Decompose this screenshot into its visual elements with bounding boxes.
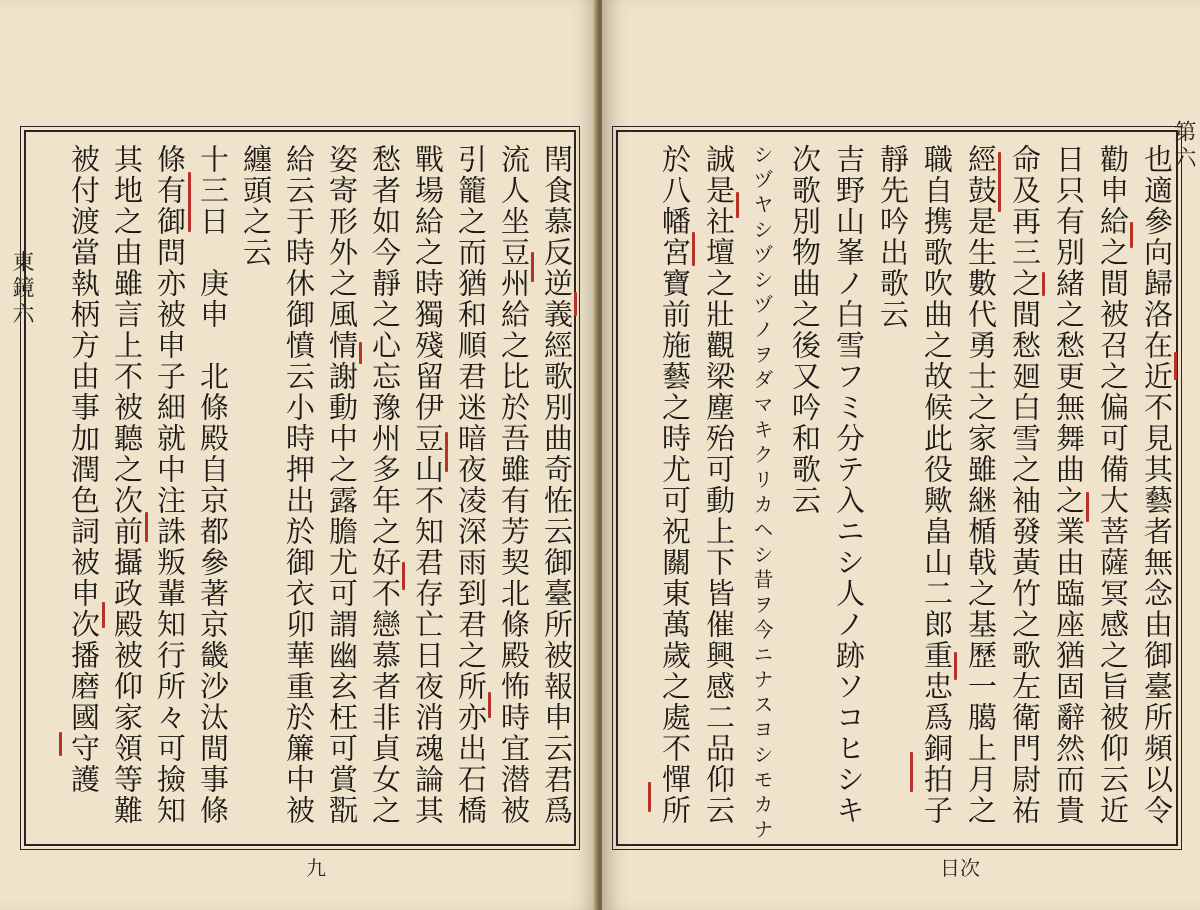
right-text-frame [616,130,1178,846]
red-reading-mark [102,602,105,628]
text-column: 流人坐豆州給之比於吾雖有芳契北條殿怖時宜潜被 [497,144,531,826]
red-reading-mark [1042,272,1045,296]
red-reading-mark [736,192,739,218]
red-reading-mark [692,232,695,266]
red-reading-mark [188,172,191,232]
red-reading-mark [910,752,913,792]
text-column: 勸申給之間被召之偏可備大菩薩冥感之旨被仰云近 [1096,144,1130,826]
text-column: 日只有別緒之愁更無舞曲之業由臨座猶固辭然而貴 [1052,144,1086,826]
left-text-frame [24,130,576,846]
text-column: 條有御問亦被申子細就中注誅叛輩知行所々可撿知 [153,144,187,826]
red-reading-mark [1130,222,1133,248]
text-column: 靜先吟出歌云 [876,144,910,330]
left-page-side-label: 東鏡六 [9,250,34,328]
red-reading-mark [59,732,62,756]
red-reading-mark [445,432,448,472]
page-number: 九 [306,856,326,880]
text-column: 十三日 庚申 北條殿自京都參著京畿沙汰間事條 [196,144,230,826]
left-page [0,0,598,910]
text-column: 閈食慕反逆義經歌別曲奇恠云御臺所被報申云君爲 [540,144,574,826]
text-column: 也適參向歸洛在近不見其藝者無念由御臺所頻以令 [1140,144,1174,826]
text-column: 職自携歌吹曲之故候此役歟畠山二郎重忠爲銅拍子 [920,144,954,826]
text-column: 被付渡當執柄方由事加潤色詞被申次播磨國守護 [67,144,101,795]
red-reading-mark [531,252,534,282]
right-page-side-label: 第六 [1171,120,1196,172]
text-column: 引籠之而猶和順君迷暗夜凌深雨到君之所亦出石橋 [454,144,488,826]
red-reading-mark [648,782,651,812]
text-column: 次歌別物曲之後又吟和歌云 [788,144,822,516]
text-column: 給云于時休御憤云小時押出於御衣卯華重於簾中被 [282,144,316,826]
poem-column: シヅヤシヅシヅノヲダマキクリカヘシ昔ヲ今ニナスヨシモカナ [750,144,774,844]
text-column: 戰場給之時獨殘留伊豆山不知君存亡日夜消魂論其 [411,144,445,826]
red-reading-mark [402,562,405,590]
text-column: 經鼓是生數代勇士之家雖継楯戟之基歷一臈上月之 [964,144,998,826]
poem-column: 吉野山峯ノ白雪フミ分テ入ニシ人ノ跡ソコヒシキ [832,144,866,826]
red-reading-mark [998,152,1001,212]
page-footer-label: 日次 [940,856,980,880]
text-column: 其地之由雖言上不被聽之次前攝政殿被仰家領等難 [110,144,144,826]
text-column: 姿寄形外之風情謝動中之露膽尤可謂幽玄枉可賞翫 [325,144,359,826]
right-page [602,0,1200,910]
red-reading-mark [574,292,577,316]
red-reading-mark [954,652,957,680]
red-reading-mark [145,512,148,542]
red-reading-mark [359,342,362,364]
text-column: 於八幡宮寶前施藝之時尤可祝關東萬歲之處不憚所 [658,144,692,826]
text-column: 纏頭之云 [239,144,273,268]
red-reading-mark [488,692,491,718]
text-column: 誠是社壇之壯觀梁塵殆可動上下皆催興感二品仰云 [702,144,736,826]
red-reading-mark [1174,352,1177,380]
red-reading-mark [1086,492,1089,522]
text-column: 命及再三之間愁廻白雪之袖發黃竹之歌左衛門尉祐 [1008,144,1042,826]
text-column: 愁者如今靜之心忘豫州多年之好不戀慕者非貞女之 [368,144,402,826]
